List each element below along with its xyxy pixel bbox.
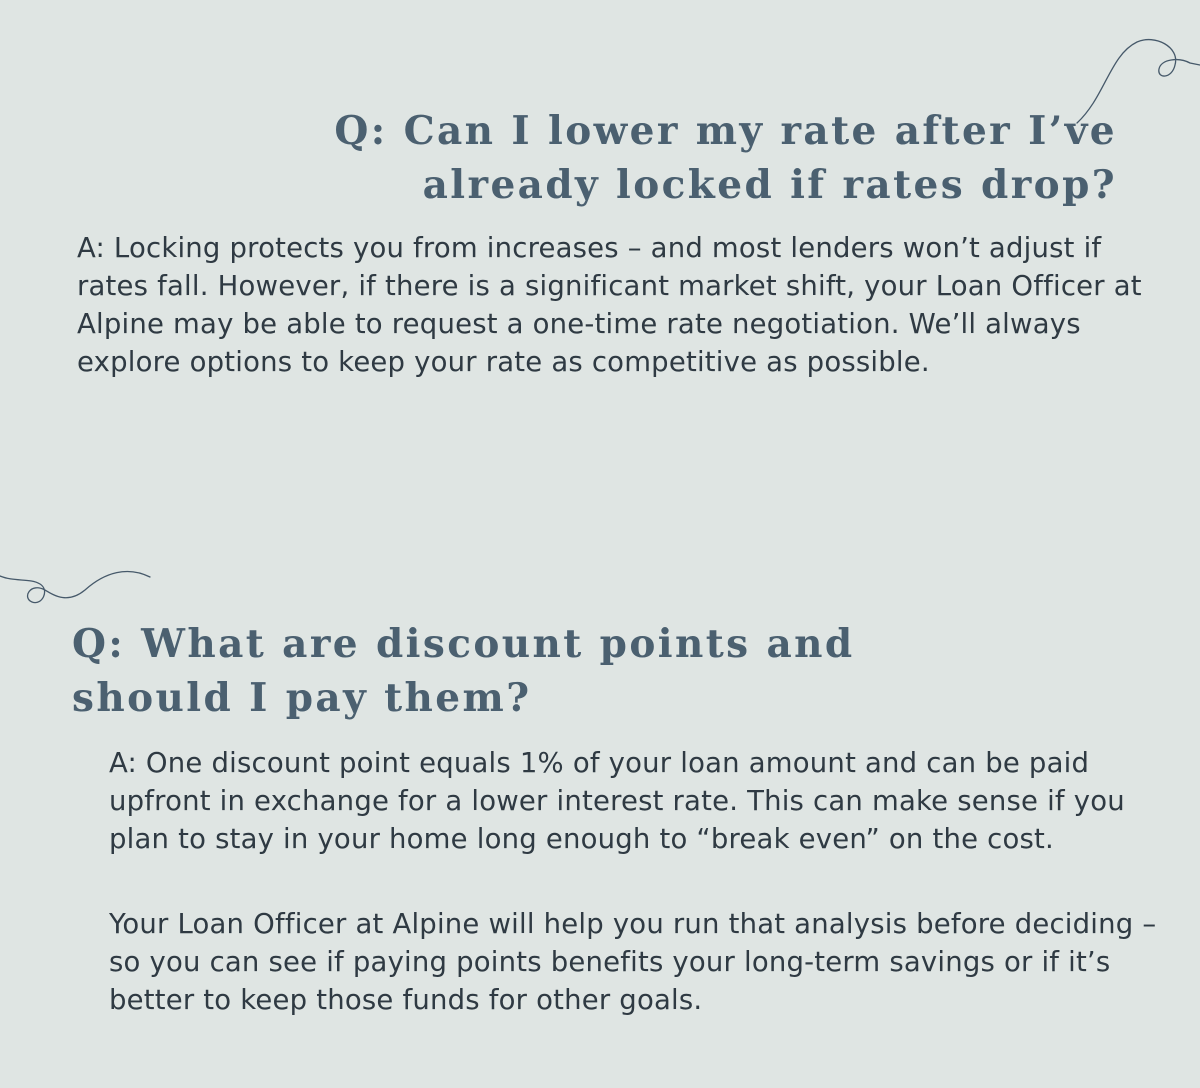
- question-2-heading: Q: What are discount points and should I pay them?: [72, 621, 855, 721]
- swirl-ornament-left: [0, 560, 155, 620]
- answer-2-followup-paragraph: Your Loan Officer at Alpine will help you run that analysis before deciding – so you can see if paying points benefits your long-term savings or if it’s better to keep those funds for other goals.: [109, 908, 1157, 1016]
- answer-1-paragraph: A: Locking protects you from increases – and most lenders won’t adjust if rates fall. However, if there is a significant market shift, your Loan Officer at Alpine may be able to request a one-time rate negotiation. We’ll always explore options to keep your rate as competitive as possible.: [77, 232, 1142, 378]
- answer-2-paragraph: A: One discount point equals 1% of your loan amount and can be paid upfront in exchange for a lower interest rate. This can make sense if you plan to stay in your home long enough to “break even” on the cost.: [109, 747, 1125, 855]
- question-1-heading: Q: Can I lower my rate after I’ve already locked if rates drop?: [334, 108, 1117, 208]
